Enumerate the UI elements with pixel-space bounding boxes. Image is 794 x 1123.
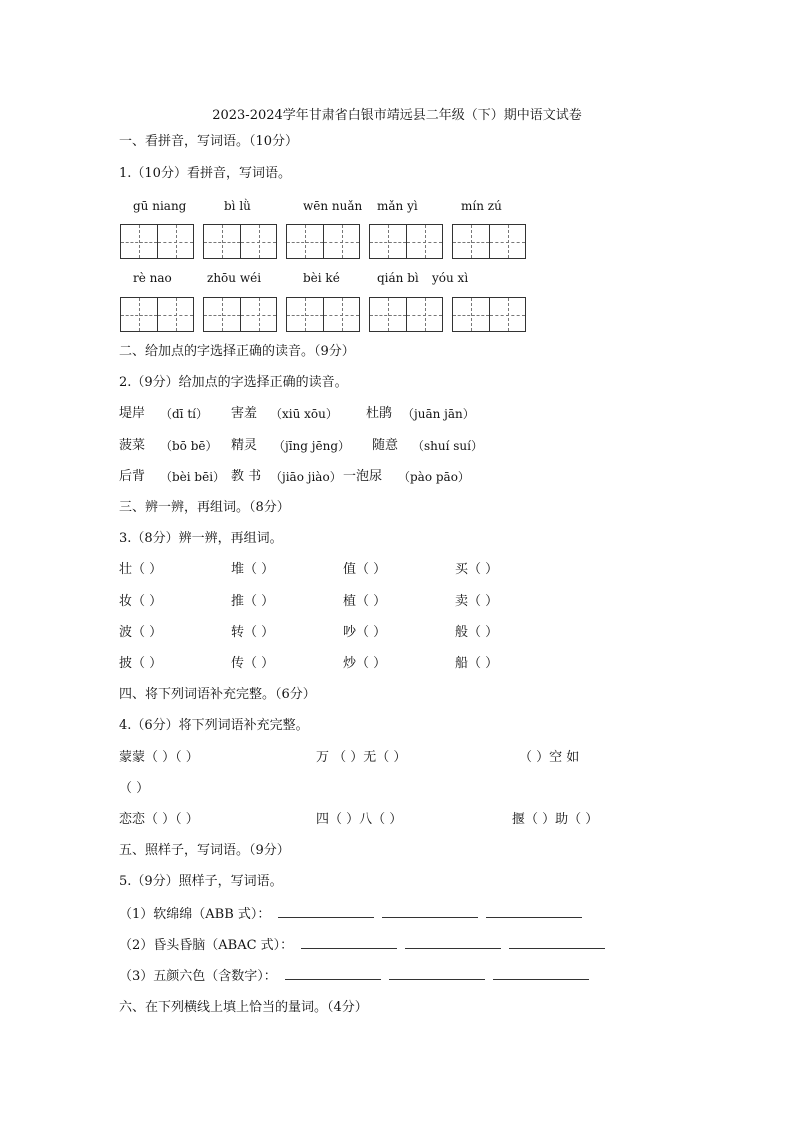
writing-grid[interactable]	[452, 224, 526, 259]
section-4-heading: 四、将下列词语补充完整。（6分）	[119, 687, 316, 702]
section-1-heading: 一、看拼音，写词语。（10分）	[119, 134, 299, 149]
pinyin-10: yóu xì	[432, 271, 469, 285]
char-pair[interactable]: 植（ ）	[343, 594, 387, 609]
word: 杜鹃	[366, 406, 393, 421]
answer-line[interactable]	[301, 936, 397, 949]
section-5-heading: 五、照样子，写词语。（9分）	[119, 843, 290, 858]
pinyin-9: qián bì	[377, 271, 419, 285]
writing-grid[interactable]	[286, 297, 360, 332]
char-pair[interactable]: 转（ ）	[231, 625, 275, 640]
word: 精灵	[231, 438, 258, 453]
idiom-blank[interactable]: 万 （ ）无（ ）	[316, 750, 407, 765]
answer-line[interactable]	[509, 936, 605, 949]
word: 堤岸	[119, 406, 146, 421]
pinyin-choice[interactable]: （xiū xōu）	[270, 407, 338, 421]
char-pair[interactable]: 推（ ）	[231, 594, 275, 609]
pinyin-2: bì lǜ	[224, 199, 251, 213]
char-pair[interactable]: 炒（ ）	[343, 656, 387, 671]
question-4: 4.（6分）将下列词语补充完整。	[119, 718, 309, 733]
word: 菠菜	[119, 438, 146, 453]
answer-line[interactable]	[389, 967, 485, 980]
pattern-label: （3）五颜六色（含数字）：	[119, 969, 277, 984]
pattern-label: （1）软绵绵（ABB 式）：	[119, 907, 271, 922]
word: 害羞	[231, 406, 258, 421]
writing-grid[interactable]	[452, 297, 526, 332]
pinyin-4: mǎn yì	[377, 199, 418, 213]
answer-line[interactable]	[278, 905, 374, 918]
writing-grid[interactable]	[120, 297, 194, 332]
pinyin-8: bèi ké	[303, 271, 340, 285]
pinyin-choice[interactable]: （bō bē）	[160, 439, 218, 453]
pinyin-3: wēn nuǎn	[303, 199, 363, 213]
word: 后背	[119, 469, 146, 484]
char-pair[interactable]: 卖（ ）	[455, 594, 499, 609]
writing-grid[interactable]	[369, 297, 443, 332]
pinyin-choice[interactable]: （jiāo jiào）	[270, 470, 342, 484]
idiom-blank[interactable]: （ ）空 如	[519, 750, 580, 765]
question-5: 5.（9分）照样子，写词语。	[119, 874, 283, 889]
pinyin-6: rè nao	[133, 271, 172, 285]
answer-line[interactable]	[493, 967, 589, 980]
writing-grid[interactable]	[203, 224, 277, 259]
char-pair[interactable]: 堆（ ）	[231, 562, 275, 577]
section-3-heading: 三、辨一辨，再组词。（8分）	[119, 500, 290, 515]
char-pair[interactable]: 买（ ）	[455, 562, 499, 577]
char-pair[interactable]: 披（ ）	[119, 656, 163, 671]
idiom-blank[interactable]: 恋恋（ ）（ ）	[119, 812, 199, 827]
pinyin-choice[interactable]: （shuí suí）	[412, 439, 483, 453]
section-6-heading: 六、在下列横线上填上恰当的量词。（4分）	[119, 1000, 368, 1015]
pinyin-choice[interactable]: （bèi bēi）	[160, 470, 226, 484]
char-pair[interactable]: 船（ ）	[455, 656, 499, 671]
char-pair[interactable]: 壮（ ）	[119, 562, 163, 577]
page-title: 2023-2024学年甘肃省白银市靖远县二年级（下）期中语文试卷	[212, 108, 582, 123]
char-pair[interactable]: 吵（ ）	[343, 625, 387, 640]
pinyin-choice[interactable]: （dī tí）	[160, 407, 208, 421]
writing-grid[interactable]	[203, 297, 277, 332]
writing-grid[interactable]	[369, 224, 443, 259]
pattern-item-2	[119, 936, 605, 955]
pinyin-5: mín zú	[461, 199, 502, 213]
pattern-item-1	[119, 905, 582, 924]
pattern-item-3	[119, 967, 589, 986]
word: 随意	[372, 438, 399, 453]
word: 一泡尿	[343, 469, 383, 484]
idiom-blank[interactable]: 揠（ ）助（ ）	[512, 812, 599, 827]
answer-line[interactable]	[285, 967, 381, 980]
pinyin-choice[interactable]: （pào pāo）	[398, 470, 470, 484]
answer-line[interactable]	[405, 936, 501, 949]
idiom-blank[interactable]: 蒙蒙（ ）（ ）	[119, 750, 199, 765]
char-pair[interactable]: 般（ ）	[455, 625, 499, 640]
section-2-heading: 二、给加点的字选择正确的读音。（9分）	[119, 344, 355, 359]
pattern-label: （2）昏头昏脑（ABAC 式）：	[119, 938, 294, 953]
char-pair[interactable]: 传（ ）	[231, 656, 275, 671]
pinyin-1: gū niang	[133, 199, 187, 213]
char-pair[interactable]: 值（ ）	[343, 562, 387, 577]
question-2: 2.（9分）给加点的字选择正确的读音。	[119, 375, 348, 390]
writing-grid[interactable]	[286, 224, 360, 259]
pinyin-7: zhōu wéi	[207, 271, 262, 285]
char-pair[interactable]: 波（ ）	[119, 625, 163, 640]
question-3: 3.（8分）辨一辨，再组词。	[119, 531, 283, 546]
idiom-blank[interactable]: 四（ ）八（ ）	[316, 812, 403, 827]
question-1: 1.（10分）看拼音，写词语。	[119, 166, 291, 181]
char-pair[interactable]: 妆（ ）	[119, 594, 163, 609]
answer-line[interactable]	[486, 905, 582, 918]
word: 教 书	[231, 469, 262, 484]
writing-grid[interactable]	[120, 224, 194, 259]
pinyin-choice[interactable]: （jīng jēng）	[273, 439, 351, 453]
idiom-blank[interactable]: （ ）	[119, 781, 150, 796]
answer-line[interactable]	[382, 905, 478, 918]
pinyin-choice[interactable]: （juān jān）	[402, 407, 475, 421]
